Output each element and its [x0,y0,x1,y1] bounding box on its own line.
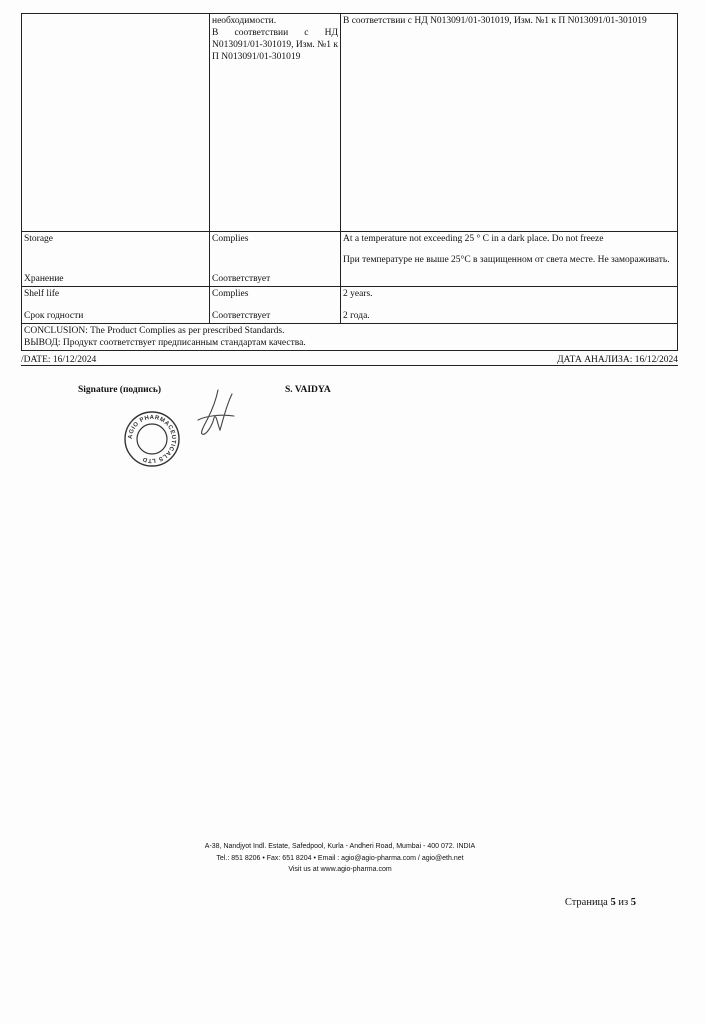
storage-label-ru: Хранение [24,274,64,284]
shelf-result-en: Complies [212,289,249,299]
analysis-date: ДАТА АНАЛИЗА: 16/12/2024 [557,355,678,365]
shelf-result-ru: Соответствует [212,311,271,321]
page-prefix: Страница [564,897,608,908]
storage-spec-ru: При температуре не выше 25°C в защищенном от света месте. Не замораживать. [343,255,670,265]
footer-website: Visit us at www.agio-pharma.com [288,866,392,873]
top-row-result-line-1: необходимости. [212,16,277,26]
date-row [21,354,678,366]
top-row-spec-cell: В соответствии с НД N013091/01-301019, Изм. №1 к П N013091/01-301019 [341,14,678,232]
conclusion-ru: ВЫВОД: Продукт соответствует предписанным стандартам качества. [24,338,306,348]
date-underline [21,365,678,366]
shelf-label-en: Shelf life [24,289,60,299]
company-stamp [123,410,181,468]
page-separator: из [618,897,629,908]
signatory-name: S. VAIDYA [285,385,331,395]
shelf-result-cell [210,287,341,324]
handwritten-signature [190,386,245,442]
storage-label-en: Storage [24,234,54,244]
storage-result-en: Complies [212,234,249,244]
shelf-spec-ru: 2 года. [343,311,370,321]
table-row [22,14,678,232]
signature-label: Signature (подпись) [78,385,162,395]
table-row-storage [22,232,678,287]
report-date: /DATE: 16/12/2024 [21,355,97,365]
storage-result-cell [210,232,341,287]
conclusion-en: CONCLUSION: The Product Complies as per prescribed Standards. [24,326,285,336]
page-current: 5 [610,897,616,908]
shelf-spec-en: 2 years. [343,289,373,299]
top-row-param-cell [22,14,210,232]
footer-contacts: Tel.: 851 8206 • Fax: 651 8204 • Email : agio@agio-pharma.com / agio@eth.net [216,855,464,862]
specification-table [21,13,678,351]
page-total: 5 [630,897,636,908]
storage-spec-en: At a temperature not exceeding 25 ° C in a dark place. Do not freeze [343,234,604,244]
table-row-conclusion [22,324,678,351]
shelf-param-cell [22,287,210,324]
conclusion-cell [22,324,678,351]
storage-result-ru: Соответствует [212,274,271,284]
top-row-result-line-2: В соответствии с НД N013091/01-301019, Изм. №1 к П N013091/01-301019 [212,28,338,62]
shelf-spec-cell [341,287,678,324]
shelf-label-ru: Срок годности [24,311,84,321]
table-row-shelf-life [22,287,678,324]
top-row-result-cell [210,14,341,232]
storage-spec-cell [341,232,678,287]
svg-text:AGIO PHARMACEUTICALS LTD: AGIO PHARMACEUTICALS LTD [127,414,177,464]
storage-param-cell [22,232,210,287]
footer-address: A-38, Nandjyot Indl. Estate, Safedpool, Kurla - Andheri Road, Mumbai - 400 072. INDIA [204,843,476,850]
page-number [565,897,636,908]
